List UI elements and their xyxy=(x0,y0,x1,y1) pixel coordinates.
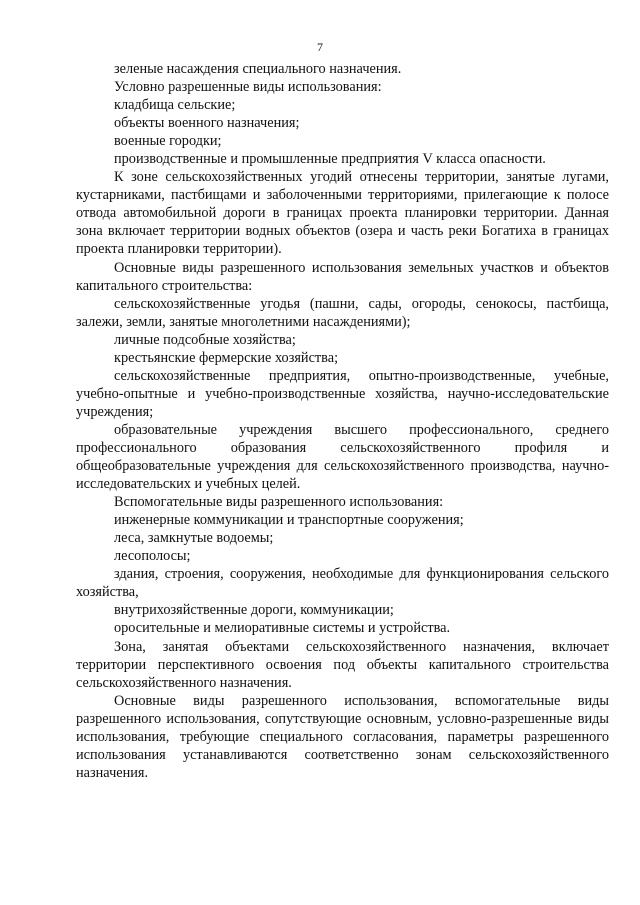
paragraph: образовательные учреждения высшего профессионального, среднего профессионального образования сельскохозяйственного профиля и общеобразовательные учреждения для сельскохозяйственного производства, научно-исследовательских и учебных целей. xyxy=(76,421,609,493)
paragraph: Основные виды разрешенного использования, вспомогательные виды разрешенного использования, сопутствующие основным, условно-разрешенные виды использования, требующие специального согласования, параметры разрешенного использования устанавливаются соответственно зонам сельскохозяйственного назначения. xyxy=(76,692,609,781)
paragraph: Основные виды разрешенного использования земельных участков и объектов капитального строительства: xyxy=(76,259,609,294)
paragraph: Зона, занятая объектами сельскохозяйственного назначения, включает территории перспективного освоения под объекты капитального строительства сельскохозяйственного назначения. xyxy=(76,638,609,691)
paragraph: военные городки; xyxy=(114,133,222,150)
paragraph: сельскохозяйственные угодья (пашни, сады, огороды, сенокосы, пастбища, залежи, земли, занятые многолетними насаждениями); xyxy=(76,295,609,330)
paragraph: объекты военного назначения; xyxy=(114,115,300,132)
paragraph: здания, строения, сооружения, необходимые для функционирования сельского хозяйства, xyxy=(76,566,609,601)
paragraph: зеленые насаждения специального назначения. xyxy=(114,61,402,77)
paragraph: оросительные и мелиоративные системы и устройства. xyxy=(114,620,451,637)
paragraph: лесополосы; xyxy=(114,548,191,565)
page-number: 7 xyxy=(317,40,323,54)
paragraph: крестьянские фермерские хозяйства; xyxy=(114,349,339,366)
paragraph: личные подсобные хозяйства; xyxy=(114,331,296,348)
paragraph: внутрихозяйственные дороги, коммуникации; xyxy=(114,602,394,619)
paragraph: Условно разрешенные виды использования: xyxy=(114,79,382,96)
paragraph: Вспомогательные виды разрешенного использования: xyxy=(114,494,444,511)
document-body xyxy=(76,60,609,782)
paragraph: леса, замкнутые водоемы; xyxy=(114,530,274,547)
paragraph: производственные и промышленные предприятия V класса опасности. xyxy=(114,151,546,168)
paragraph: К зоне сельскохозяйственных угодий отнесены территории, занятые лугами, кустарниками, пастбищами и заболоченными территориями, прилегающие к полосе отвода автомобильной дороги в границах проекта планировки территории. Данная зона включает территории водных объектов (озера и часть реки Богатиха в границах проекта планировки территории). xyxy=(76,169,609,258)
paragraph: кладбища сельские; xyxy=(114,97,236,114)
paragraph: сельскохозяйственные предприятия, опытно-производственные, учебные, учебно-опытные и учебно-производственные хозяйства, научно-исследовательские учреждения; xyxy=(76,367,609,420)
paragraph: инженерные коммуникации и транспортные сооружения; xyxy=(114,512,464,529)
